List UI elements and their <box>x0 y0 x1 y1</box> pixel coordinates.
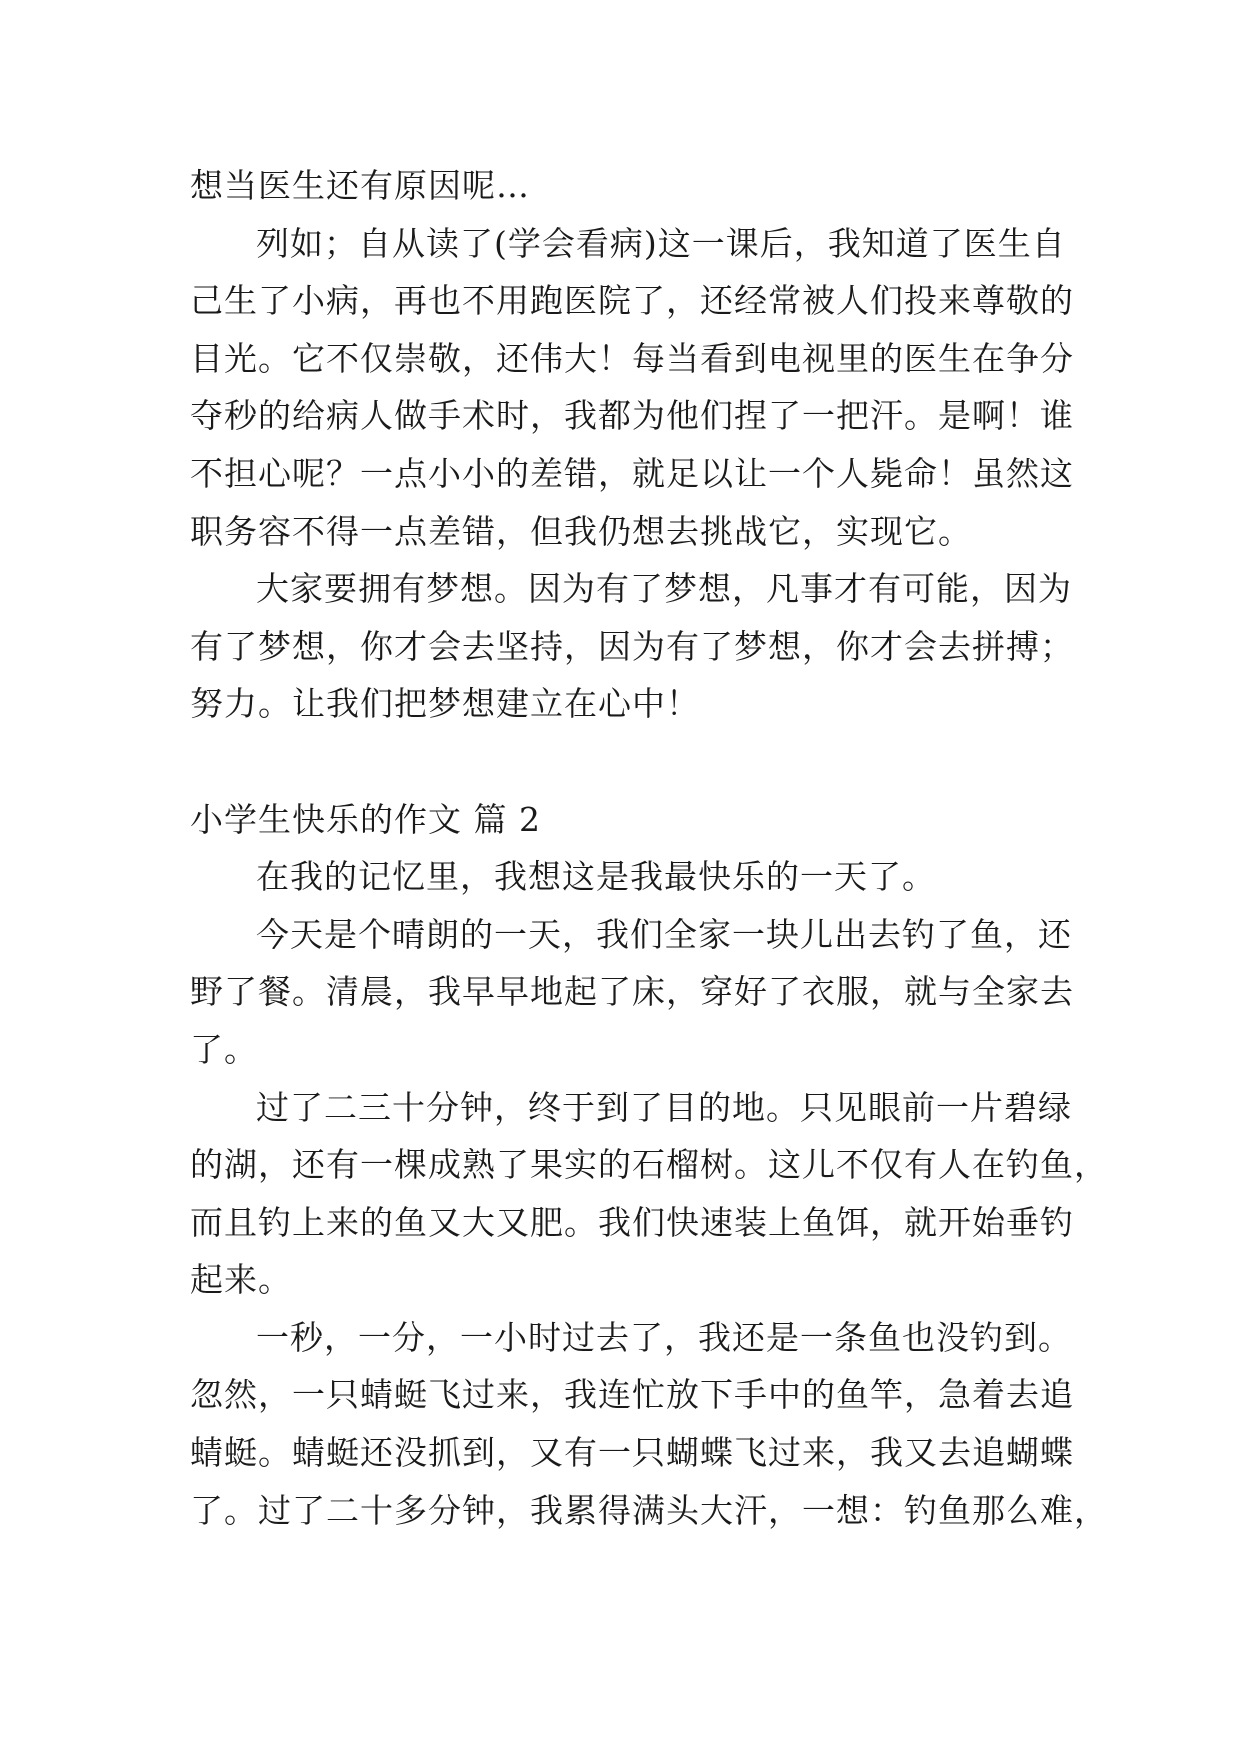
text-line: 的湖，还有一棵成熟了果实的石榴树。这儿不仅有人在钓鱼， <box>190 1145 1108 1185</box>
paragraph <box>190 906 1074 1079</box>
text-line: 不担心呢？一点小小的差错，就足以让一个人毙命！虽然这 <box>190 453 1074 493</box>
text-line: 职务容不得一点差错，但我仍想去挑战它，实现它。 <box>190 511 972 551</box>
text-line: 起来。 <box>190 1260 292 1300</box>
paragraph <box>190 1309 1108 1539</box>
text-line: 了。过了二十多分钟，我累得满头大汗，一想：钓鱼那么难， <box>190 1490 1108 1530</box>
text-line: 想当医生还有原因呢… <box>190 166 530 205</box>
text-line: 一秒，一分，一小时过去了，我还是一条鱼也没钓到。 <box>256 1317 1072 1357</box>
paragraph <box>190 157 1070 215</box>
text-line: 目光。它不仅崇敬，还伟大！每当看到电视里的医生在争分 <box>190 338 1074 378</box>
section-heading: 小学生快乐的作文 篇 2 <box>190 799 541 839</box>
paragraph-spacer <box>190 733 1070 791</box>
paragraph <box>190 215 1074 561</box>
text-line: 有了梦想，你才会去坚持，因为有了梦想，你才会去拼搏； <box>190 626 1074 666</box>
paragraph <box>190 848 1070 906</box>
text-line: 己生了小病，再也不用跑医院了，还经常被人们投来尊敬的 <box>190 281 1074 321</box>
text-line: 忽然，一只蜻蜓飞过来，我连忙放下手中的鱼竿，急着去追 <box>190 1375 1074 1415</box>
paragraph <box>190 1079 1108 1309</box>
text-line: 蜻蜓。蜻蜓还没抓到，又有一只蝴蝶飞过来，我又去追蝴蝶 <box>190 1433 1074 1473</box>
text-line: 今天是个晴朗的一天，我们全家一块儿出去钓了鱼，还 <box>256 914 1072 954</box>
text-line: 努力。让我们把梦想建立在心中！ <box>190 684 700 724</box>
text-line: 在我的记忆里，我想这是我最快乐的一天了。 <box>256 857 936 897</box>
text-line: 而且钓上来的鱼又大又肥。我们快速装上鱼饵，就开始垂钓 <box>190 1202 1074 1242</box>
document-body <box>190 157 1108 1539</box>
text-line: 了。 <box>190 1029 258 1069</box>
paragraph <box>190 560 1074 733</box>
text-line: 夺秒的给病人做手术时，我都为他们捏了一把汗。是啊！谁 <box>190 396 1074 436</box>
text-line: 野了餐。清晨，我早早地起了床，穿好了衣服，就与全家去 <box>190 972 1074 1012</box>
text-line: 大家要拥有梦想。因为有了梦想，凡事才有可能，因为 <box>256 569 1072 609</box>
text-line: 列如；自从读了(学会看病)这一课后，我知道了医生自 <box>256 223 1066 263</box>
text-line: 过了二三十分钟，终于到了目的地。只见眼前一片碧绿 <box>256 1087 1072 1127</box>
